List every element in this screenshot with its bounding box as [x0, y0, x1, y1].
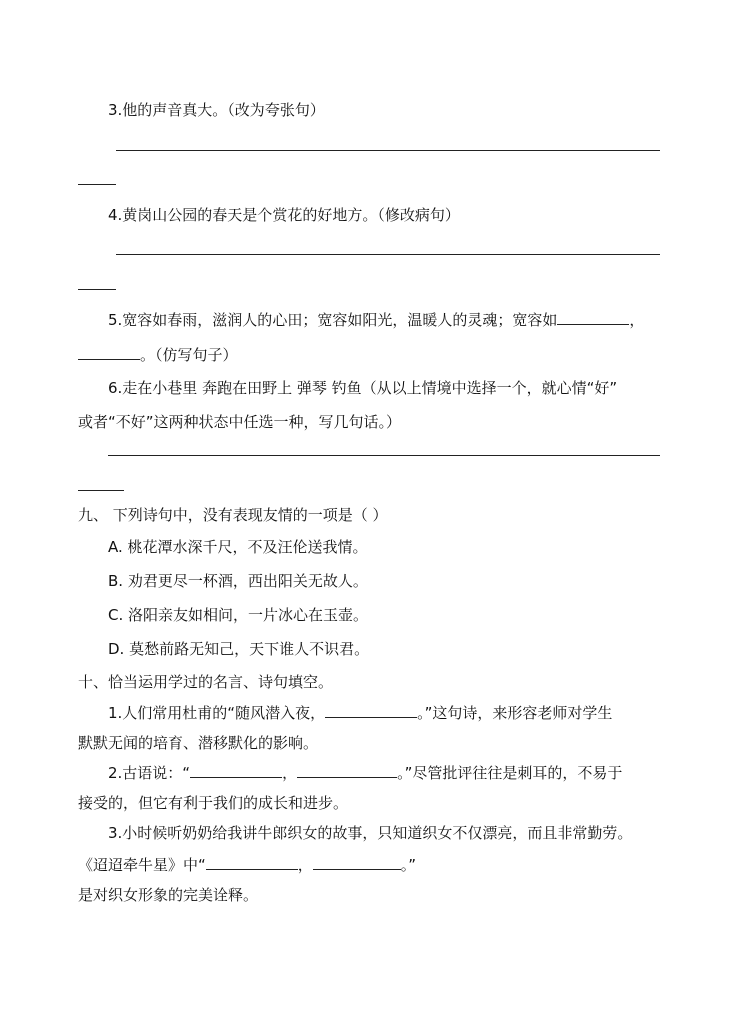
sec10-q2-text-a: 2.古语说：“ — [108, 764, 191, 782]
sec10-q1-line1 — [108, 703, 612, 723]
sec10-q3-line2 — [78, 855, 416, 875]
sec10-title: 十、恰当运用学过的名言、诗句填空。 — [78, 673, 334, 691]
q3-answer-line[interactable] — [116, 150, 660, 151]
q6-line2: 或者“不好”这两种状态中任选一种，写几句话。） — [78, 413, 402, 431]
q5-blank-2[interactable] — [78, 345, 140, 360]
sec10-q3-text-d: 。” — [400, 856, 417, 874]
q6-answer-line[interactable] — [108, 455, 660, 456]
q3-prompt: 3.他的声音真大。（改为夸张句） — [108, 101, 325, 119]
q6-line1: 6.走在小巷里 奔跑在田野上 弹琴 钓鱼（从以上情境中选择一个，就心情“好” — [108, 379, 618, 397]
sec10-q2-text-b: ， — [282, 764, 298, 782]
q4-prompt: 4.黄岗山公园的春天是个赏花的好地方。（修改病句） — [108, 206, 460, 224]
sec10-q1-blank[interactable] — [325, 703, 417, 718]
sec10-q3-text-b: 《迢迢牵牛星》中“ — [78, 856, 206, 874]
q5-text-1: 5.宽容如春雨，滋润人的心田；宽容如阳光，温暖人的灵魂；宽容如 — [108, 311, 558, 329]
q4-answer-line-cont[interactable] — [78, 289, 116, 290]
q4-answer-line[interactable] — [116, 254, 660, 255]
sec10-q1-text-a: 1.人们常用杜甫的“随风潜入夜， — [108, 704, 326, 722]
q5-text-2: ， — [629, 311, 645, 329]
sec10-q3-blank-2[interactable] — [313, 855, 401, 870]
sec9-option-c: C. 洛阳亲友如相问，一片冰心在玉壶。 — [108, 606, 369, 624]
sec10-q2-line2: 接受的，但它有利于我们的成长和进步。 — [78, 794, 349, 812]
sec9-option-b: B. 劝君更尽一杯酒，西出阳关无故人。 — [108, 572, 368, 590]
sec10-q2-blank-2[interactable] — [297, 763, 397, 778]
sec10-q2-blank-1[interactable] — [190, 763, 282, 778]
sec10-q2-line1 — [108, 763, 622, 783]
sec10-q1-line2: 默默无闻的培育、潜移默化的影响。 — [78, 734, 319, 752]
q3-answer-line-cont[interactable] — [78, 184, 116, 185]
q5-line1 — [108, 310, 644, 330]
sec10-q3-line1: 3.小时候听奶奶给我讲牛郎织女的故事，只知道织女不仅漂亮，而且非常勤劳。 — [108, 824, 633, 842]
sec9-option-d: D. 莫愁前路无知己，天下谁人不识君。 — [108, 640, 370, 658]
q5-blank-1[interactable] — [557, 310, 629, 325]
sec10-q3-text-c: ， — [297, 856, 313, 874]
q5-line2 — [78, 345, 238, 365]
sec9-option-a: A. 桃花潭水深千尺，不及汪伦送我情。 — [108, 538, 368, 556]
sec10-q3-blank-1[interactable] — [206, 855, 298, 870]
q6-answer-line-cont[interactable] — [78, 490, 124, 491]
sec10-q1-text-b: 。”这句诗，来形容老师对学生 — [417, 704, 613, 722]
sec10-q2-text-c: 。”尽管批评往往是刺耳的，不易于 — [397, 764, 623, 782]
sec9-title: 九、 下列诗句中，没有表现友情的一项是（ ） — [78, 506, 388, 524]
sec10-q3-line3: 是对织女形象的完美诠释。 — [78, 886, 259, 904]
q5-text-3: 。（仿写句子） — [140, 346, 238, 364]
